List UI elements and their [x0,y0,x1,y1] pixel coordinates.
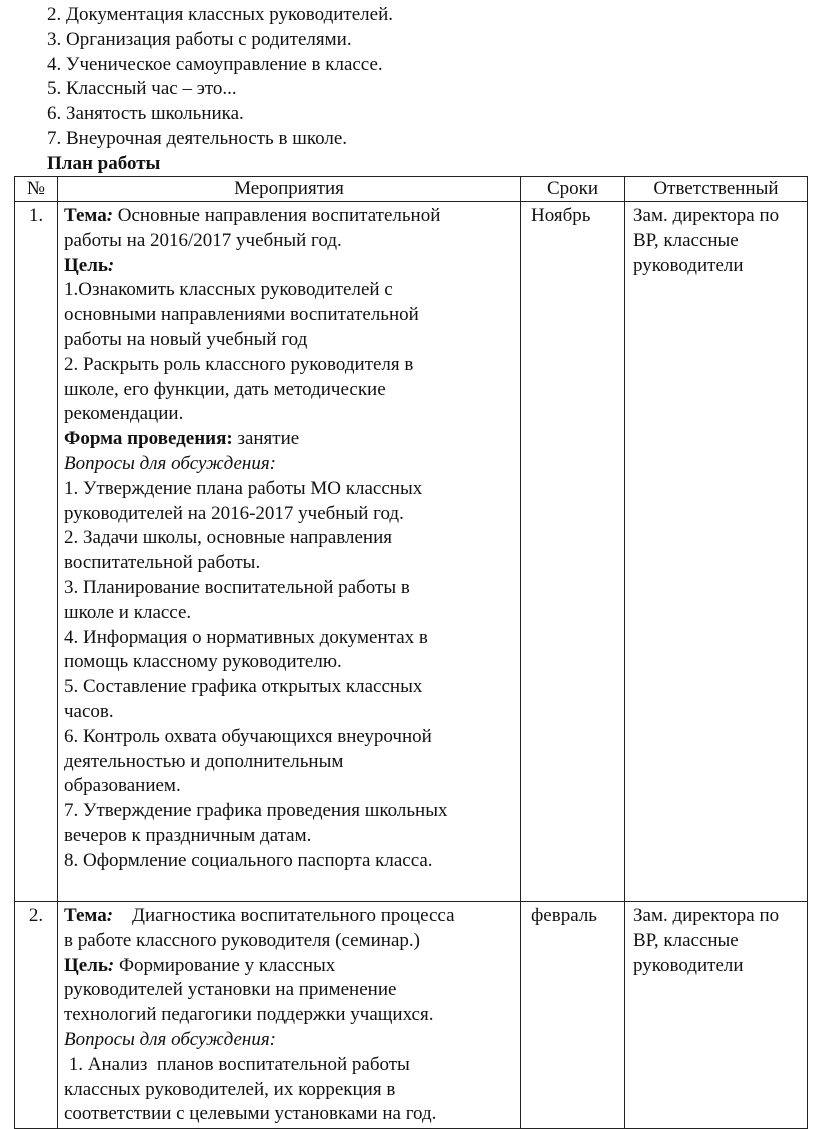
row-number: 1. [15,202,58,902]
question-item: 3. Планирование воспитательной работы в [64,576,410,598]
theme-text: Основные направления воспитательной [113,205,441,226]
question-item: 6. Контроль охвата обучающихся внеурочной [64,725,432,747]
responsible-line: ВР, классные [633,929,739,951]
list-item: 7. Внеурочная деятельность в школе. [47,127,348,149]
questions-label: Вопросы для обсуждения: [64,1028,276,1050]
row-number: 2. [15,902,58,1129]
responsible-line: руководители [633,254,744,276]
table-header-row [15,177,808,202]
question-item: вечеров к праздничным датам. [64,824,312,846]
question-item: 2. Задачи школы, основные направления [64,527,392,549]
responsible-line: Зам. директора по [633,205,780,226]
question-item: 7. Утверждение графика проведения школьных [64,800,448,822]
questions-label: Вопросы для обсуждения: [64,452,276,474]
goal-item: рекомендации. [64,403,184,425]
theme-colon: : [106,205,114,226]
goal-label: Цель [64,254,108,276]
theme-text-cont: работы на 2016/2017 учебный год. [64,229,342,251]
goal-item: 2. Раскрыть роль классного руководителя в [64,353,414,375]
responsible-line: руководители [633,954,744,976]
table-row [15,902,808,1129]
goal-item: школе, его функции, дать методические [64,378,386,400]
question-item: руководителей на 2016-2017 учебный год. [64,502,404,524]
form-value: занятие [232,428,300,450]
goal-label: Цель [64,954,108,976]
goal-colon: : [107,254,115,276]
theme-line [64,904,516,929]
list-item: 3. Организация работы с родителями. [47,28,352,50]
question-item: 4. Информация о нормативных документах в [64,626,428,648]
goal-colon: : [107,954,115,976]
responsible-line: ВР, классные [633,229,739,251]
question-item: часов. [64,700,114,722]
question-item: воспитательной работы. [64,552,261,574]
plan-title: План работы [47,153,161,174]
row-date: Ноябрь [521,202,625,902]
list-item: 4. Ученическое самоуправление в классе. [47,53,383,75]
goal-item: работы на новый учебный год [64,328,308,350]
intro-list [47,3,393,152]
theme-label: Тема [64,905,107,926]
theme-text: Диагностика воспитательного процесса [113,905,455,926]
question-item: школе и классе. [64,601,192,623]
theme-label: Тема [64,205,107,226]
question-item: 8. Оформление социального паспорта класса. [64,849,433,871]
header-responsible: Ответственный [625,177,808,202]
theme-text-cont: в работе классного руководителя (семинар.) [64,929,420,951]
question-item: образованием. [64,775,181,797]
form-label: Форма проведения: [64,428,233,450]
plan-table [14,176,808,1129]
goal-item: технологий педагогики поддержки учащихся. [64,1004,434,1026]
question-item: 5. Составление графика открытых классных [64,676,423,698]
list-item: 2. Документация классных руководителей. [47,4,393,25]
goal-item: 1.Ознакомить классных руководителей с [64,279,393,301]
header-dates: Сроки [521,177,625,202]
table-row [15,202,808,902]
row-events [58,202,521,902]
question-item: 1. Утверждение плана работы МО классных [64,477,423,499]
goal-item: основными направлениями воспитательной [64,304,419,326]
row-responsible [625,202,808,902]
goal-line [64,954,516,979]
row-date: февраль [521,902,625,1129]
list-item: 6. Занятость школьника. [47,103,244,125]
goal-item: руководителей установки на применение [64,979,397,1001]
question-item: помощь классному руководителю. [64,651,342,673]
responsible-line: Зам. директора по [633,905,780,926]
list-item: 5. Классный час – это... [47,78,237,100]
form-line [64,427,516,452]
theme-line [64,204,516,229]
question-item: 1. Анализ планов воспитательной работы [64,1053,410,1075]
header-events: Мероприятия [58,177,521,202]
theme-colon: : [106,905,114,926]
question-item: деятельностью и дополнительным [64,750,344,772]
question-item: соответствии с целевыми установками на год. [64,1103,437,1125]
row-events [58,902,521,1129]
goal-line [64,254,516,279]
question-item: классных руководителей, их коррекция в [64,1078,396,1100]
row-responsible [625,902,808,1129]
goal-text: Формирование у классных [114,954,336,976]
header-number: № [15,177,58,202]
